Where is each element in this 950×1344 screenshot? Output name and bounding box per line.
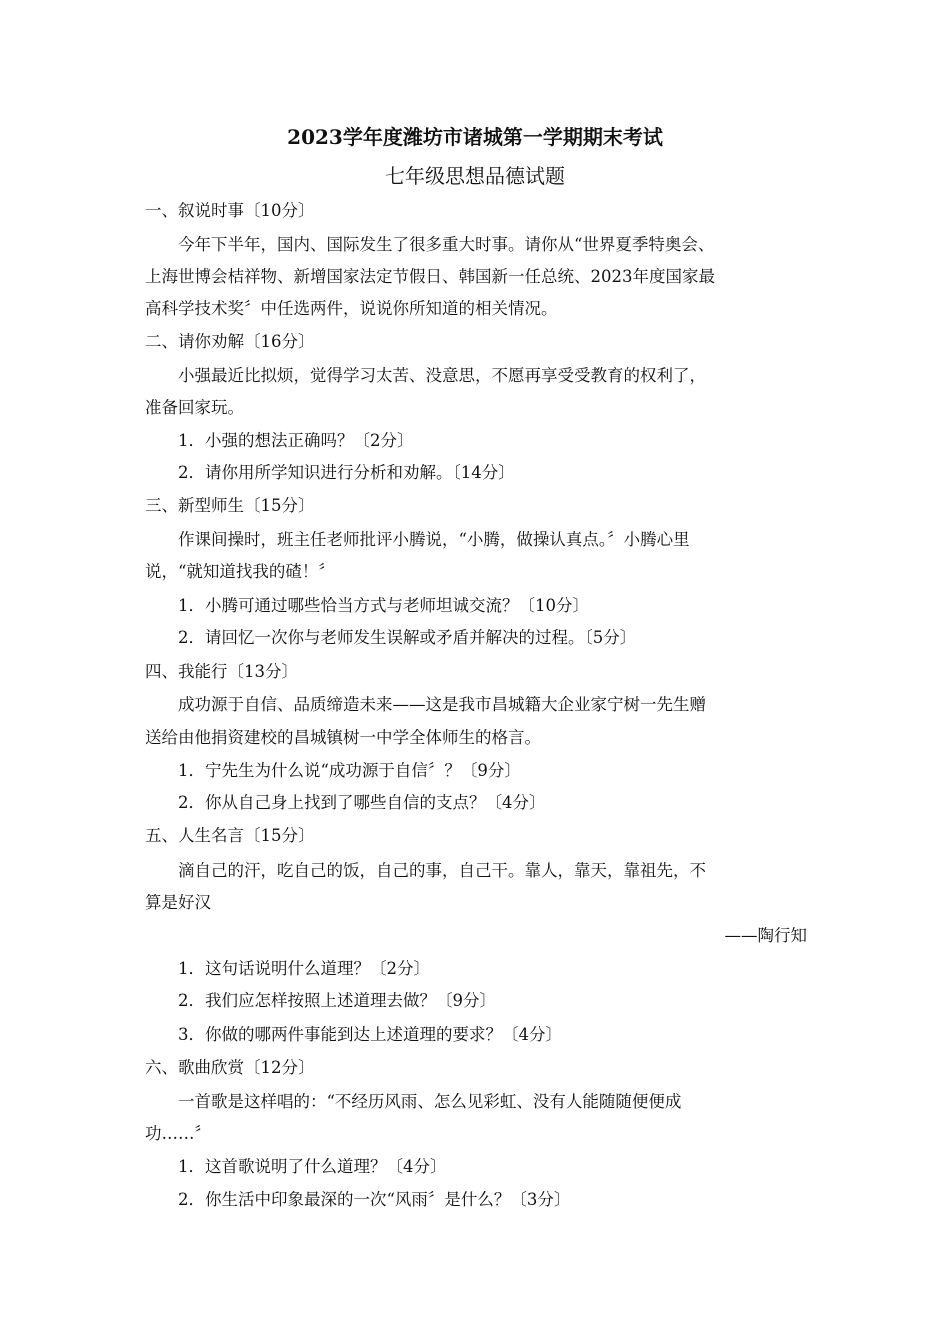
exam-title: 2023学年度潍坊市诸城第一学期期末考试 bbox=[287, 125, 663, 149]
section-5-question: 2．我们应怎样按照上述道理去做？〔9分〕 bbox=[178, 991, 496, 1010]
section-6-lyric-line: 功……〞 bbox=[145, 1124, 211, 1143]
section-3-heading: 三、新型师生〔15分〕 bbox=[145, 496, 315, 515]
section-4-question: 1．宁先生为什么说“成功源于自信〞？〔9分〕 bbox=[178, 761, 521, 780]
section-5-quote-line: 滴自己的汗，吃自己的饭，自己的事，自己干。靠人，靠天，靠祖先，不 bbox=[178, 861, 706, 880]
section-2-question: 1．小强的想法正确吗？〔2分〕 bbox=[178, 431, 414, 450]
section-3-question: 2．请回忆一次你与老师发生误解或矛盾并解决的过程。〔5分〕 bbox=[178, 628, 637, 647]
section-2-paragraph-line: 小强最近比拟烦，觉得学习太苦、没意思，不愿再享受受教育的权利了， bbox=[178, 366, 706, 385]
section-3-question: 1．小腾可通过哪些恰当方式与老师坦诚交流？〔10分〕 bbox=[178, 596, 589, 615]
section-1-paragraph-line: 上海世博会桔祥物、新增国家法定节假日、韩国新一任总统、2023年度国家最 bbox=[145, 267, 715, 286]
section-3-paragraph-line: 作课间操时，班主任老师批评小腾说，“小腾，做操认真点。〞小腾心里 bbox=[178, 530, 690, 549]
section-4-heading: 四、我能行〔13分〕 bbox=[145, 662, 298, 681]
section-5-question: 1．这句话说明什么道理？〔2分〕 bbox=[178, 959, 430, 978]
section-5-question: 3．你做的哪两件事能到达上述道理的要求？〔4分〕 bbox=[178, 1025, 562, 1044]
section-6-lyric-line: 一首歌是这样唱的：“不经历风雨、怎么见彩虹、没有人能随随便便成 bbox=[178, 1092, 682, 1111]
section-2-paragraph-line: 准备回家玩。 bbox=[145, 398, 244, 417]
section-1-paragraph-line: 高科学技术奖〞中任选两件，说说你所知道的相关情况。 bbox=[145, 299, 558, 318]
section-2-heading: 二、请你劝解〔16分〕 bbox=[145, 332, 315, 351]
section-6-heading: 六、歌曲欣赏〔12分〕 bbox=[145, 1058, 315, 1077]
section-4-question: 2．你从自己身上找到了哪些自信的支点？〔4分〕 bbox=[178, 793, 546, 812]
quote-attribution: ——陶行知 bbox=[724, 926, 807, 945]
section-4-paragraph-line: 送给由他捐资建校的昌城镇树一中学全体师生的格言。 bbox=[145, 728, 541, 747]
section-4-paragraph-line: 成功源于自信、品质缔造未来——这是我市昌城籍大企业家宁树一先生赠 bbox=[178, 695, 706, 714]
section-6-question: 2．你生活中印象最深的一次“风雨〞是什么？〔3分〕 bbox=[178, 1190, 571, 1209]
section-5-heading: 五、人生名言〔15分〕 bbox=[145, 826, 315, 845]
section-5-quote-line: 算是好汉 bbox=[145, 893, 211, 912]
section-3-paragraph-line: 说，“就知道找我的碴！〞 bbox=[145, 562, 335, 581]
exam-subtitle: 七年级思想品德试题 bbox=[385, 164, 565, 188]
section-1-paragraph-line: 今年下半年，国内、国际发生了很多重大时事。请你从“世界夏季特奥会、 bbox=[178, 235, 715, 254]
section-6-question: 1．这首歌说明了什么道理？〔4分〕 bbox=[178, 1157, 447, 1176]
section-1-heading: 一、叙说时事〔10分〕 bbox=[145, 201, 315, 220]
section-2-question: 2．请你用所学知识进行分析和劝解。〔14分〕 bbox=[178, 463, 515, 482]
